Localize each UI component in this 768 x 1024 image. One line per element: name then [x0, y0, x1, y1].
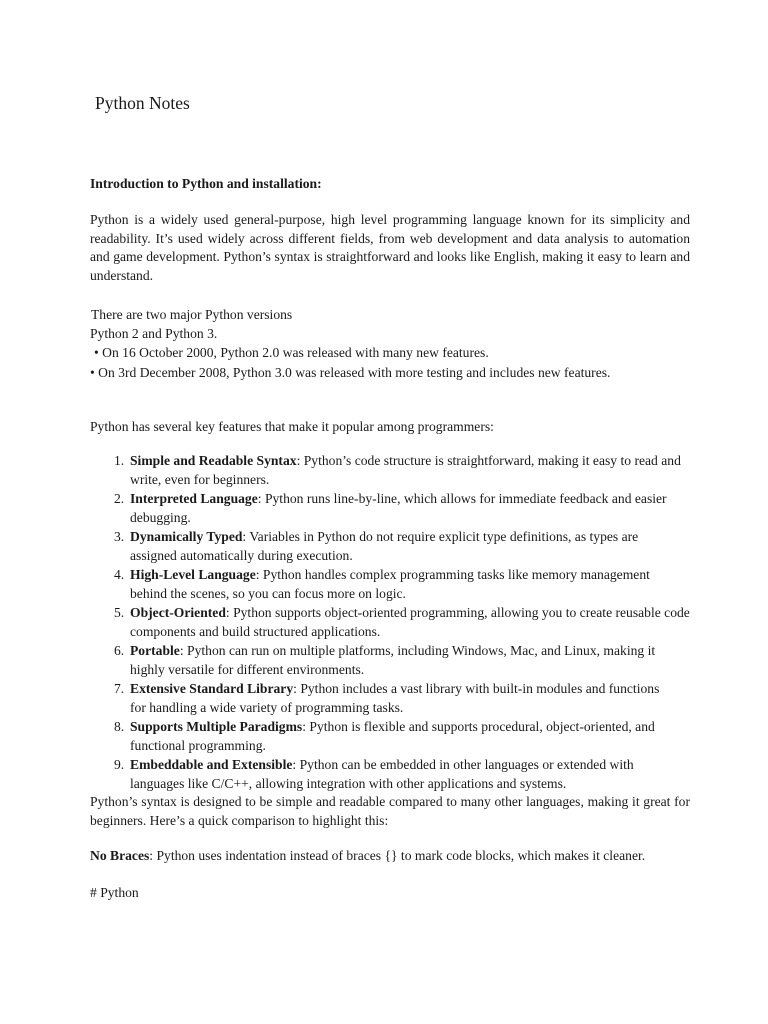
list-item-term: Embeddable and Extensible [130, 757, 293, 772]
list-item-term: Interpreted Language [130, 491, 258, 506]
no-braces-line [90, 847, 645, 866]
page-title: Python Notes [95, 93, 190, 113]
list-item-desc: : Python runs line-by-line, which allows for immediate feedback and easier debugging. [130, 491, 667, 525]
list-item-term: Dynamically Typed [130, 529, 243, 544]
code-comment: # Python [90, 885, 139, 900]
list-item-desc: : Python includes a vast library with built-in modules and functions for handling a wide variety of programming tasks. [130, 681, 660, 715]
list-item [90, 528, 690, 566]
list-item [90, 490, 690, 528]
list-item-term: Object-Oriented [130, 605, 226, 620]
list-item-desc: : Python supports object-oriented programming, allowing you to create reusable code components and build structured applications. [130, 605, 690, 639]
no-braces-term: No Braces [90, 848, 150, 863]
list-item-term: Portable [130, 643, 180, 658]
versions-bullet-1: • On 16 October 2000, Python 2.0 was released with many new features. [94, 345, 489, 360]
list-item-number: 6. [114, 643, 125, 658]
list-item-desc: : Python handles complex programming tasks like memory management behind the scenes, so you can focus more on logic. [130, 567, 650, 601]
list-item [90, 604, 690, 642]
syntax-paragraph: Python’s syntax is designed to be simple and readable compared to many other languages, making it great for beginners. Here’s a quick comparison to highlight this: [90, 794, 690, 828]
list-item-number: 8. [114, 719, 125, 734]
intro-heading: Introduction to Python and installation: [90, 176, 322, 191]
list-item-number: 2. [114, 491, 125, 506]
list-item-number: 7. [114, 681, 125, 696]
list-item-desc: : Python can run on multiple platforms, including Windows, Mac, and Linux, making it highly versatile for different environments. [130, 643, 656, 677]
list-item [90, 756, 690, 794]
versions-line-1: There are two major Python versions [91, 307, 293, 322]
list-item-number: 4. [114, 567, 125, 582]
list-item [90, 566, 690, 604]
versions-line-2: Python 2 and Python 3. [90, 326, 218, 341]
list-item-desc: : Python can be embedded in other languages or extended with languages like C/C++, allowing integration with other applications and systems. [130, 757, 634, 791]
list-item-desc: : Python is flexible and supports procedural, object-oriented, and functional programming. [130, 719, 655, 753]
list-item [90, 680, 690, 718]
no-braces-desc: : Python uses indentation instead of braces {} to mark code blocks, which makes it cleaner. [149, 848, 646, 863]
list-item-desc: : Variables in Python do not require explicit type definitions, as types are assigned automatically during execution. [130, 529, 639, 563]
intro-paragraph: Python is a widely used general-purpose, high level programming language known for its simplicity and readability. It’s used widely across different fields, from web development and data analysis to automation and game development. Python’s syntax is straightforward and looks like English, making it easy to learn and understand. [90, 212, 690, 283]
list-item-term: Extensive Standard Library [130, 681, 294, 696]
list-item-number: 5. [114, 605, 125, 620]
features-list [90, 452, 690, 794]
list-item-term: Simple and Readable Syntax [130, 453, 297, 468]
features-intro: Python has several key features that make it popular among programmers: [90, 419, 494, 434]
list-item-term: High-Level Language [130, 567, 256, 582]
list-item [90, 452, 690, 490]
list-item-number: 3. [114, 529, 125, 544]
list-item-number: 9. [114, 757, 125, 772]
list-item-desc: : Python’s code structure is straightforward, making it easy to read and write, even for beginners. [130, 453, 681, 487]
list-item [90, 642, 690, 680]
list-item-term: Supports Multiple Paradigms [130, 719, 303, 734]
list-item [90, 718, 690, 756]
versions-bullet-2: • On 3rd December 2008, Python 3.0 was released with more testing and includes new features. [90, 365, 611, 380]
list-item-number: 1. [114, 453, 125, 468]
